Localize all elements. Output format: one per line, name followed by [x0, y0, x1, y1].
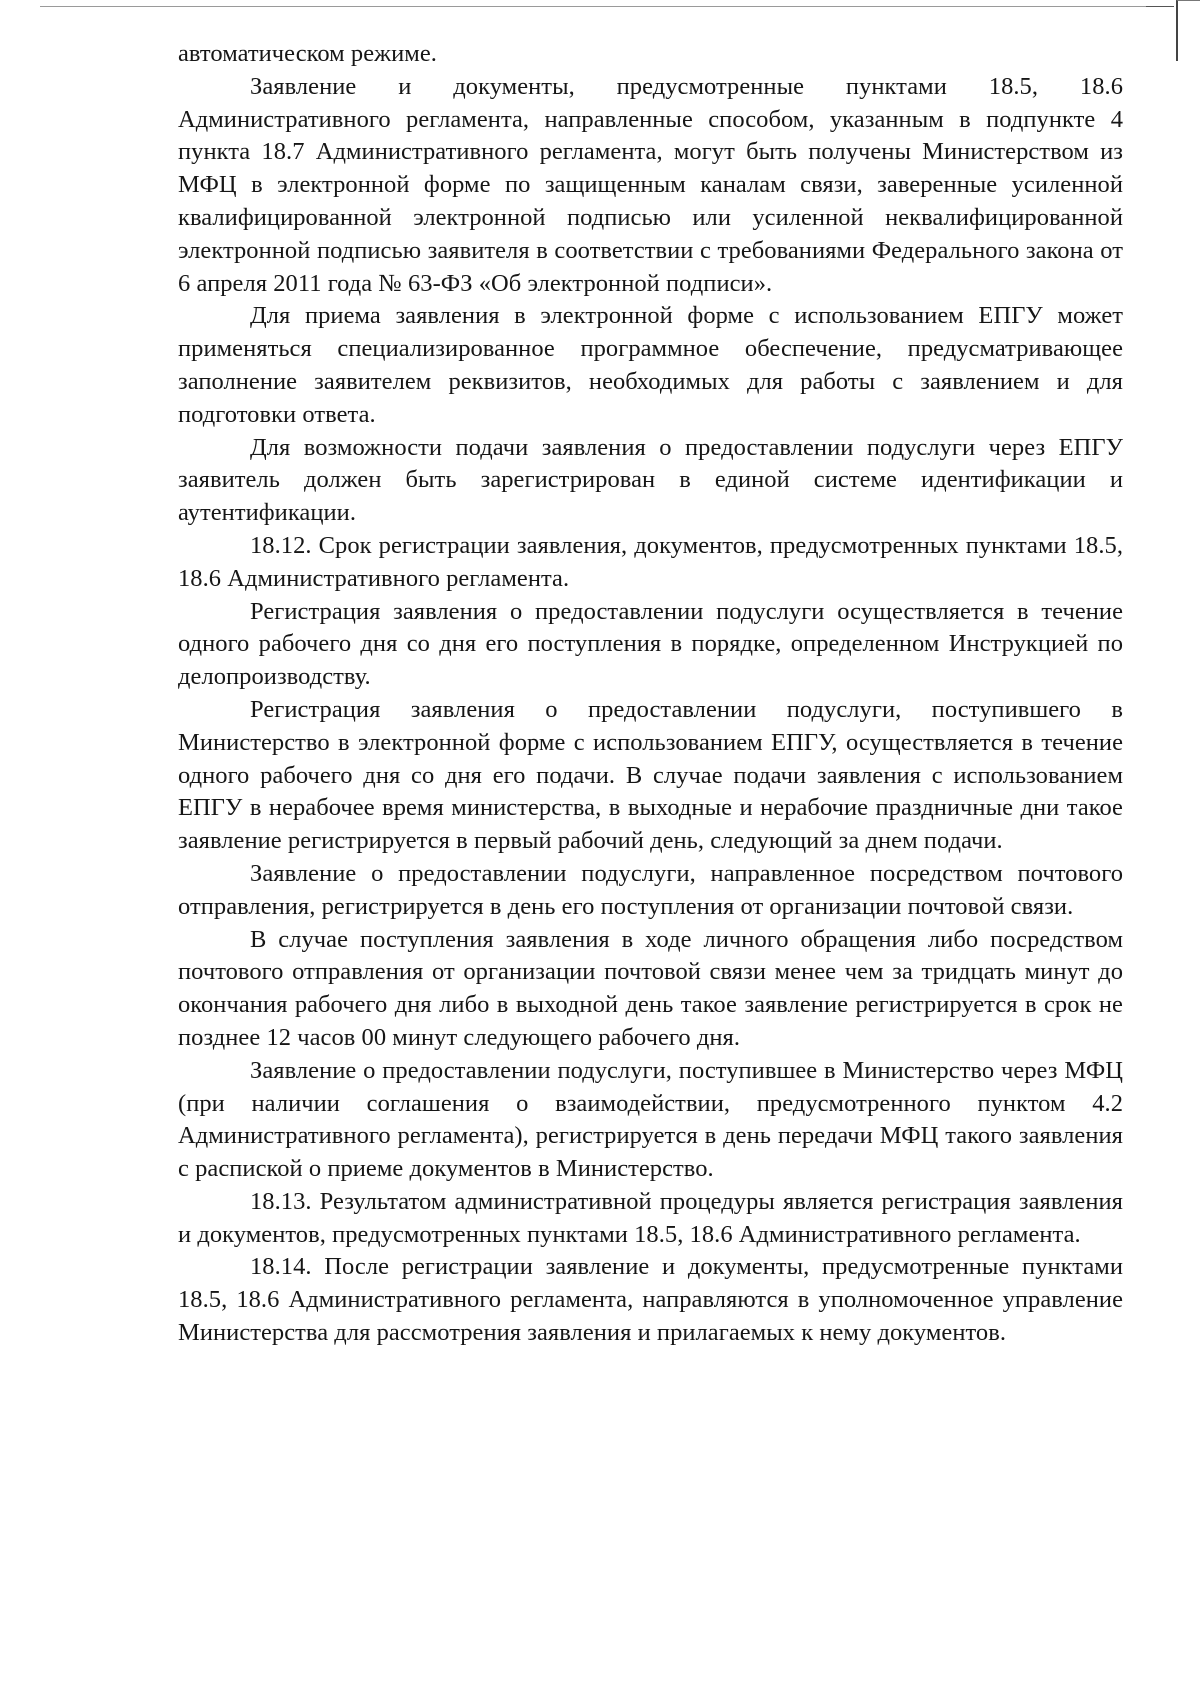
paragraph-epgu-software: Для приема заявления в электронной форме с использованием ЕПГУ может применяться специализированное программное обеспечение, предусматривающее заполнение заявителем реквизитов, необходимых для работы с заявлением и для подготовки ответа. — [178, 302, 1123, 428]
paragraph-18-13-result: 18.13. Результатом административной процедуры является регистрация заявления и документов, предусмотренных пунктами 18.5, 18.6 Административного регламента. — [178, 1187, 1123, 1248]
scan-page-corner — [1176, 0, 1200, 61]
paragraph-registration-term: Регистрация заявления о предоставлении подуслуги осуществляется в течение одного рабочего дня со дня его поступления в порядке, определенном Инструкцией по делопроизводству. — [178, 597, 1123, 691]
paragraph-18-12-heading: 18.12. Срок регистрации заявления, документов, предусмотренных пунктами 18.5, 18.6 Административного регламента. — [178, 531, 1123, 592]
paragraph-late-receipt: В случае поступления заявления в ходе личного обращения либо посредством почтового отправления от организации почтовой связи менее чем за тридцать минут до окончания рабочего дня либо в выходной день такое заявление регистрируется в срок не позднее 12 часов 00 минут следующего рабочего дня. — [178, 925, 1123, 1051]
paragraph-epgu-registration-requirement: Для возможности подачи заявления о предоставлении подуслуги через ЕПГУ заявитель должен быть зарегистрирован в единой системе идентификации и аутентификации. — [178, 433, 1123, 527]
paragraph-continuation: автоматическом режиме. — [178, 40, 437, 67]
paragraph-electronic-registration: Регистрация заявления о предоставлении подуслуги, поступившего в Министерство в электронной форме с использованием ЕПГУ, осуществляется в течение одного рабочего дня со дня его подачи. В случае подачи заявления с использованием ЕПГУ в нерабочее время министерства, в выходные и нерабочие праздничные дни такое заявление регистрируется в первый рабочий день, следующий за днем подачи. — [178, 695, 1123, 855]
paragraph-mfc-electronic-receipt: Заявление и документы, предусмотренные пунктами 18.5, 18.6 Административного регламента, направленные способом, указанным в подпункте 4 пункта 18.7 Административного регламента, могут быть получены Министерством из МФЦ в электронной форме по защищенным каналам связи, заверенные усиленной квалифицированной электронной подписью или усиленной неквалифицированной электронной подписью заявителя в соответствии с требованиями Федерального закона от 6 апреля 2011 года № 63-ФЗ «Об электронной подписи». — [178, 72, 1123, 297]
document-body — [178, 38, 1123, 1350]
paragraph-18-14-forwarding: 18.14. После регистрации заявление и документы, предусмотренные пунктами 18.5, 18.6 Административного регламента, направляются в уполномоченное управление Министерства для рассмотрения заявления и прилагаемых к нему документов. — [178, 1253, 1123, 1347]
paragraph-postal-registration: Заявление о предоставлении подуслуги, направленное посредством почтового отправления, регистрируется в день его поступления от организации почтовой связи. — [178, 859, 1123, 920]
scan-edge-line — [40, 6, 1165, 7]
paragraph-mfc-receipt: Заявление о предоставлении подуслуги, поступившее в Министерство через МФЦ (при наличии соглашения о взаимодействии, предусмотренного пунктом 4.2 Административного регламента), регистрируется в день передачи МФЦ такого заявления с распиской о приеме документов в Министерство. — [178, 1056, 1123, 1183]
